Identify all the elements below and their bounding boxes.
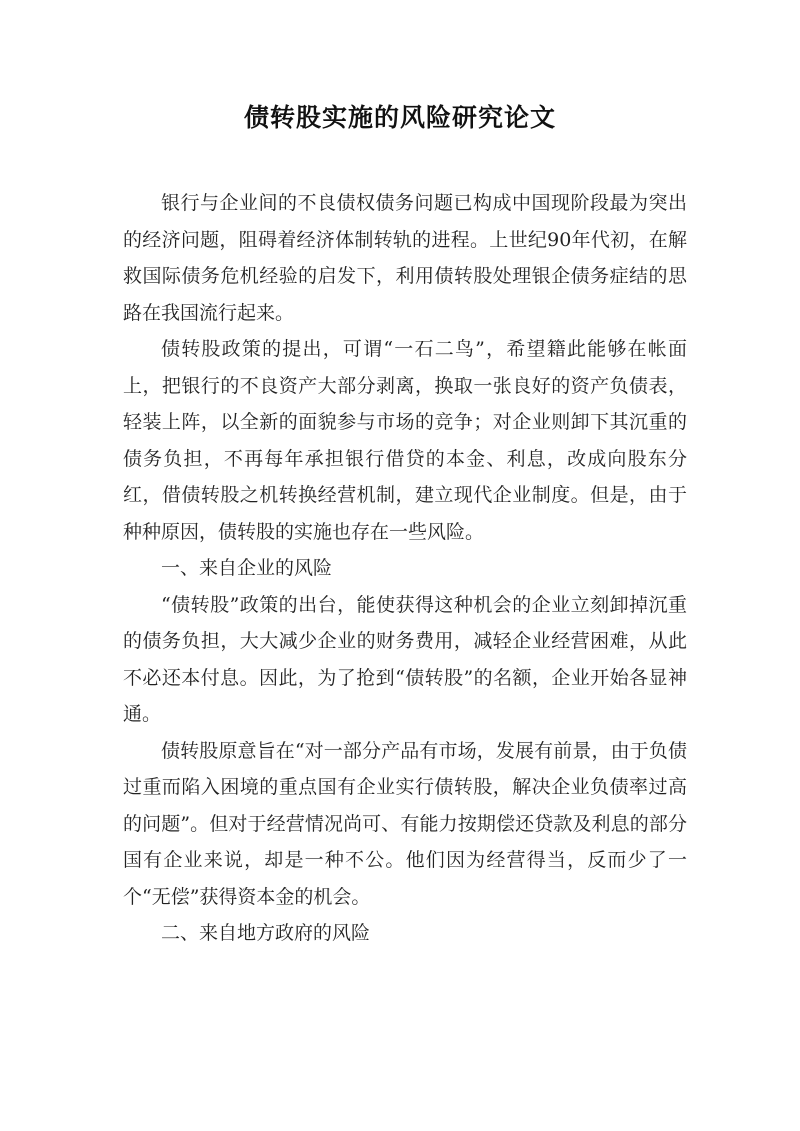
- section-heading-enterprise-risk: 一、来自企业的风险: [161, 557, 333, 579]
- section-heading-government-risk: 二、来自地方政府的风险: [161, 922, 371, 944]
- paragraph-enterprise-risk: “债转股”政策的出台，能使获得这种机会的企业立刻卸掉沉重的债务负担，大大减少企业的财务费用，减轻企业经营困难，从此不必还本付息。因此，为了抢到“债转股”的名额，企业开始各显神通。: [123, 593, 687, 725]
- paragraph-fairness: 债转股原意旨在“对一部分产品有市场，发展有前景，由于负债过重而陷入困境的重点国有企业实行债转股，解决企业负债率过高的问题”。但对于经营情况尚可、有能力按期偿还贷款及利息的部分国有企业来说，却是一种不公。他们因为经营得当，反而少了一个“无偿”获得资本金的机会。: [123, 739, 687, 908]
- document-title: 债转股实施的风险研究论文: [243, 103, 556, 132]
- paragraph-intro: 银行与企业间的不良债权债务问题已构成中国现阶段最为突出的经济问题，阻碍着经济体制转轨的进程。上世纪90年代初，在解救国际债务危机经验的启发下，利用债转股处理银企债务症结的思路在我国流行起来。: [123, 192, 687, 324]
- document-body: [123, 185, 687, 952]
- paragraph-policy: 债转股政策的提出，可谓“一石二鸟”，希望籍此能够在帐面上，把银行的不良资产大部分剥离，换取一张良好的资产负债表，轻装上阵，以全新的面貌参与市场的竞争；对企业则卸下其沉重的债务负担，不再每年承担银行借贷的本金、利息，改成向股东分红，借债转股之机转换经营机制，建立现代企业制度。但是，由于种种原因，债转股的实施也存在一些风险。: [123, 338, 687, 543]
